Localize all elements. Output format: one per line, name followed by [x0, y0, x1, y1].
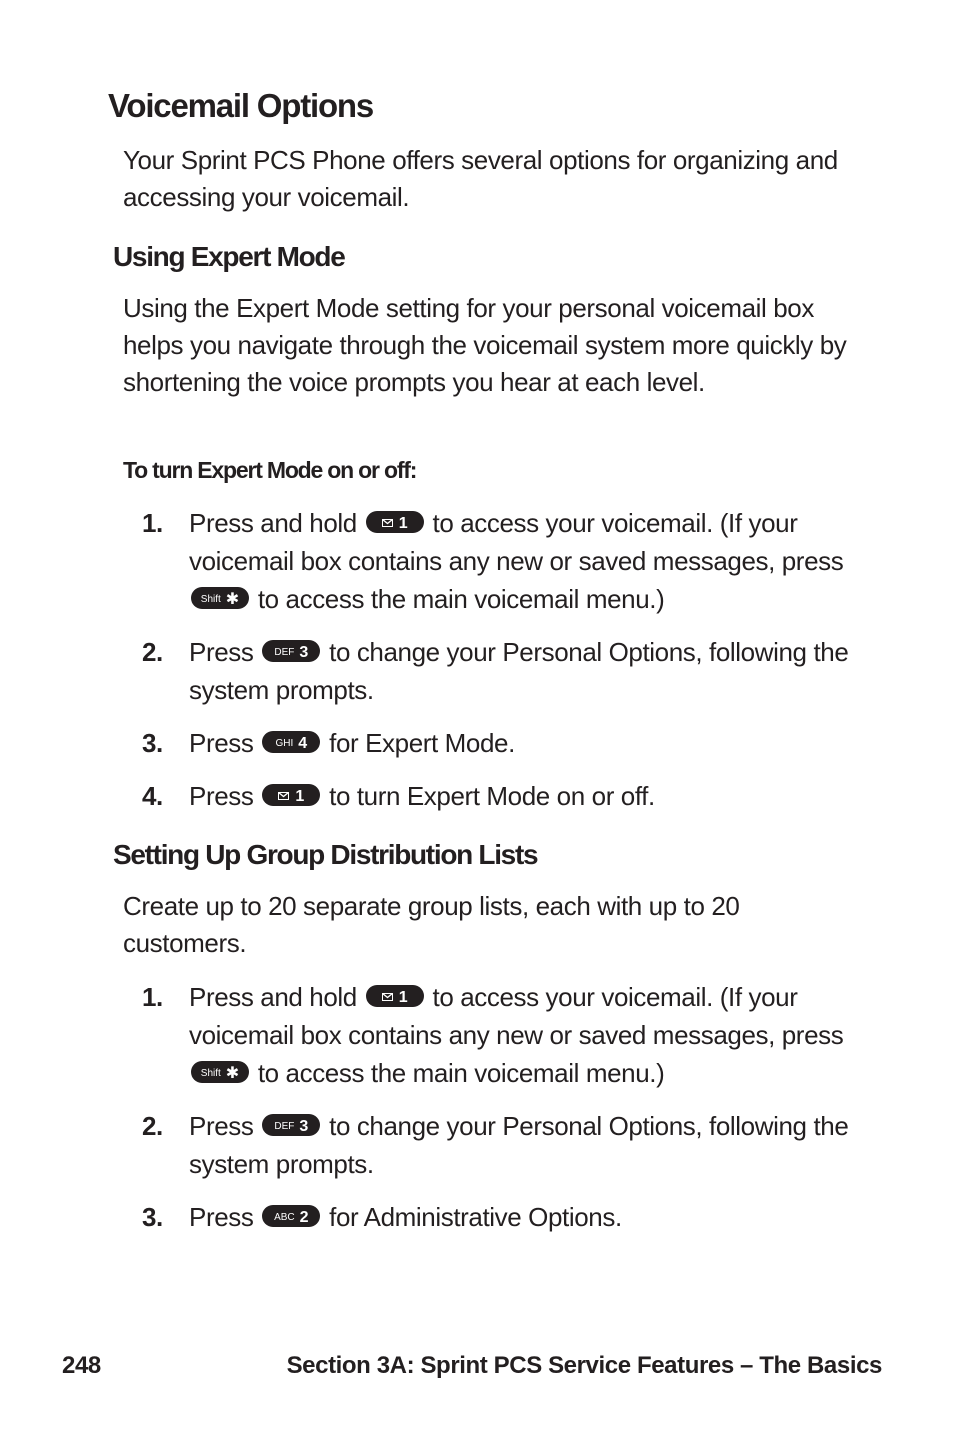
step-number: 1. — [142, 508, 163, 538]
group-lists-description: Create up to 20 separate group lists, each with up to 20 customers. — [123, 891, 740, 958]
list-item — [142, 1107, 862, 1183]
list-item — [142, 504, 862, 618]
step-number: 3. — [142, 1202, 163, 1232]
page-number: 248 — [62, 1352, 101, 1379]
intro-paragraph: Your Sprint PCS Phone offers several options for organizing and accessing your voicemail. — [123, 145, 838, 212]
envelope-icon — [278, 792, 289, 800]
envelope-icon — [382, 519, 393, 527]
step-text: for Administrative Options. — [329, 1202, 622, 1232]
envelope-icon — [382, 993, 393, 1001]
step-text: Press — [189, 781, 254, 811]
asterisk-icon: ✱ — [225, 591, 240, 609]
step-number: 4. — [142, 781, 163, 811]
list-item — [142, 633, 862, 709]
step-text: Press and hold — [189, 982, 357, 1012]
step-number: 2. — [142, 1111, 163, 1141]
step-text: to change your Personal Options, following the system prompts. — [189, 1111, 849, 1179]
ghi4-key: GHI 4 — [262, 731, 320, 753]
step-text: for Expert Mode. — [329, 728, 515, 758]
step-text: to access the main voicemail menu.) — [257, 584, 665, 614]
step-text: Press — [189, 728, 254, 758]
abc2-key: ABC 2 — [262, 1205, 320, 1227]
step-number: 3. — [142, 728, 163, 758]
list-item — [142, 724, 862, 762]
voicemail-key: 1 — [366, 985, 424, 1007]
section-heading-expert-mode: Using Expert Mode — [113, 241, 345, 272]
step-number: 1. — [142, 982, 163, 1012]
step-text: Press — [189, 637, 254, 667]
list-item — [142, 978, 862, 1092]
step-text: to access your voicemail. (If your voicemail box contains any new or saved messages, press — [189, 982, 844, 1050]
expert-mode-description: Using the Expert Mode setting for your personal voicemail box helps you navigate through the voicemail system more quickly by shortening the voice prompts you hear at each level. — [123, 293, 847, 397]
step-text: to change your Personal Options, following the system prompts. — [189, 637, 849, 705]
def3-key: DEF 3 — [262, 640, 320, 662]
page-title: Voicemail Options — [108, 87, 374, 124]
section-heading-group-lists: Setting Up Group Distribution Lists — [113, 839, 538, 870]
procedure-title: To turn Expert Mode on or off: — [123, 457, 417, 483]
shift-star-key: Shift ✱ — [191, 587, 249, 609]
asterisk-icon: ✱ — [225, 1065, 240, 1083]
step-text: to access the main voicemail menu.) — [257, 1058, 665, 1088]
step-text: to access your voicemail. (If your voicemail box contains any new or saved messages, press — [189, 508, 844, 576]
def3-key: DEF 3 — [262, 1114, 320, 1136]
voicemail-key: 1 — [262, 784, 320, 806]
step-text: to turn Expert Mode on or off. — [329, 781, 655, 811]
voicemail-key: 1 — [366, 511, 424, 533]
list-item — [142, 1198, 862, 1236]
step-text: Press and hold — [189, 508, 357, 538]
step-text: Press — [189, 1111, 254, 1141]
step-number: 2. — [142, 637, 163, 667]
section-title: Section 3A: Sprint PCS Service Features – The Basics — [286, 1352, 882, 1379]
shift-star-key: Shift ✱ — [191, 1061, 249, 1083]
list-item — [142, 777, 862, 815]
step-text: Press — [189, 1202, 254, 1232]
